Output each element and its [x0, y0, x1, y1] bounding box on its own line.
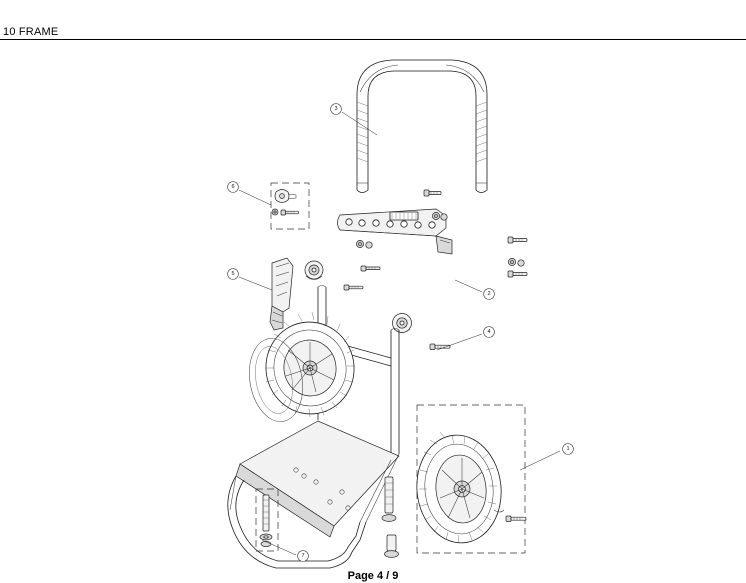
callout-4: [484, 327, 495, 338]
part-left-hub: [305, 261, 363, 290]
callout-5-label: 5: [231, 271, 235, 277]
parts-diagram-svg: [0, 40, 746, 570]
callout-4-label: 4: [487, 329, 491, 335]
callout-3: [331, 104, 342, 115]
callout-6: [228, 182, 239, 193]
callout-7-label: 7: [301, 553, 305, 559]
page-title: 10 FRAME: [3, 26, 59, 38]
group-knob-hardware: [271, 183, 309, 229]
page-footer: Page 4 / 9: [347, 570, 399, 582]
group-right-wheel: [412, 405, 526, 553]
callout-2: [484, 289, 495, 300]
part-right-hardware: [508, 237, 527, 277]
callout-2-label: 2: [487, 291, 491, 297]
callout-5: [228, 269, 239, 280]
part-upper-handle: [357, 60, 487, 193]
part-left-wheel: [243, 312, 361, 426]
part-hose-hanger: [270, 258, 293, 330]
callout-7: [298, 551, 309, 562]
callout-1: [563, 444, 574, 455]
callout-1-label: 1: [566, 446, 570, 452]
parts-diagram: [0, 40, 746, 570]
part-right-hub: [393, 314, 451, 350]
callout-6-label: 6: [231, 184, 235, 190]
callout-3-label: 3: [334, 106, 338, 112]
document-header: [0, 0, 746, 40]
part-support-feet: [382, 477, 399, 557]
